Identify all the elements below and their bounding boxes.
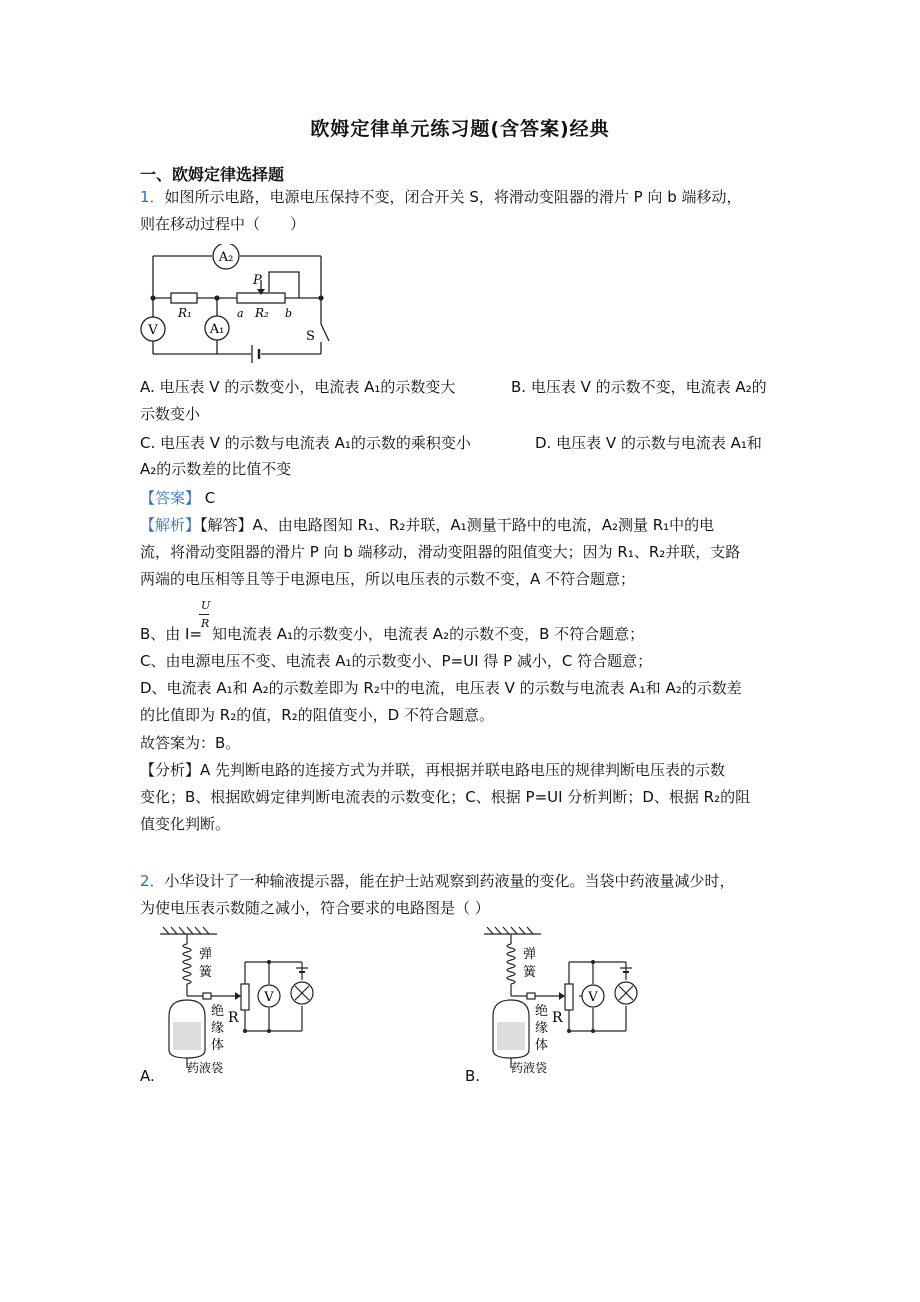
svg-text:弹: 弹 — [523, 947, 537, 962]
q1-option-c: C. 电压表 V 的示数与电流表 A₁的示数的乘积变小 — [140, 434, 471, 452]
q1-conclusion: 故答案为：B。 — [140, 734, 241, 752]
answer-value: C — [204, 489, 216, 507]
svg-text:缘: 缘 — [535, 1021, 549, 1036]
label-s: S — [306, 329, 315, 344]
q1-fenxi-line3: 值变化判断。 — [140, 815, 231, 833]
r-label-b: R — [552, 1010, 563, 1026]
q1-analysis-b-post: 知电流表 A₁的示数变小，电流表 A₂的示数不变，B 不符合题意； — [212, 625, 645, 643]
svg-text:簧: 簧 — [199, 965, 213, 980]
q2-figure-a — [155, 926, 325, 1078]
svg-text:药液袋: 药液袋 — [187, 1061, 224, 1075]
voltmeter-label-b: V — [588, 990, 598, 1005]
svg-text:体: 体 — [211, 1038, 225, 1053]
svg-text:A₂: A₂ — [218, 250, 234, 265]
voltmeter-v — [141, 317, 165, 341]
q1-option-d-line1: D. 电压表 V 的示数与电流表 A₁和 — [535, 434, 762, 452]
voltmeter-label-a: V — [264, 990, 274, 1005]
svg-text:药液袋: 药液袋 — [511, 1061, 548, 1075]
q2-figure-b — [479, 926, 649, 1078]
svg-text:绝: 绝 — [535, 1004, 549, 1019]
svg-text:V: V — [148, 323, 158, 338]
svg-text:绝: 绝 — [211, 1004, 225, 1019]
q1-circuit-diagram — [135, 244, 335, 369]
q2-stem-line2: 为使电压表示数随之减小，符合要求的电路图是（ ） — [140, 899, 490, 917]
q1-answer — [140, 488, 215, 508]
svg-text:缘: 缘 — [211, 1021, 225, 1036]
q2-option-b: B. — [465, 1067, 481, 1085]
ammeter-a1 — [205, 316, 229, 340]
section-heading: 一、欧姆定律选择题 — [140, 165, 285, 184]
ammeter-a2 — [213, 244, 239, 269]
q1-option-b-line2: 示数变小 — [140, 405, 201, 423]
q1-analysis-d-line1: D、电流表 A₁和 A₂的示数差即为 R₂中的电流，电压表 V 的示数与电流表 A₁和 A₂的示数差 — [140, 679, 742, 697]
label-r2: R₂ — [255, 306, 269, 320]
q1-analysis-d-line2: 的比值即为 R₂的值，R₂的阻值变小，D 不符合题意。 — [140, 706, 494, 724]
slider-arrow — [257, 289, 265, 295]
q1-number: 1． — [140, 188, 165, 206]
answer-tag: 【答案】 — [140, 489, 201, 507]
q1-analysis-line2: 流，将滑动变阻器的滑片 P 向 b 端移动，滑动变阻器的阻值变大；因为 R₁、R₂并联，支路 — [140, 543, 741, 561]
label-a: a — [237, 307, 244, 320]
slider-arrow-a — [235, 992, 241, 1000]
analysis-tag: 【解析】 — [140, 516, 201, 534]
page-title: 欧姆定律单元练习题(含答案)经典 — [310, 118, 610, 140]
q1-analysis-b-pre: B、由 I= — [140, 625, 203, 643]
q1-analysis-c: C、由电源电压不变、电流表 A₁的示数变小、P=UI 得 P 减小，C 符合题意； — [140, 652, 653, 670]
q1-option-d-line2: A₂的示数差的比值不变 — [140, 460, 292, 478]
q2-option-a: A. — [140, 1067, 155, 1085]
svg-text:A₁: A₁ — [209, 322, 225, 337]
q1-analysis-line1: 【解析】【解答】A、由电路图知 R₁、R₂并联，A₁测量干路中的电流，A₂测量 R₁中的电 — [140, 516, 715, 534]
fraction-bar — [199, 614, 209, 615]
q1-fenxi-line1: 【分析】A 先判断电路的连接方式为并联，再根据并联电路电压的规律判断电压表的示数 — [140, 761, 726, 779]
svg-text:簧: 簧 — [523, 965, 537, 980]
q1-fenxi-line2: 变化；B、根据欧姆定律判断电流表的示数变化；C、根据 P=UI 分析判断；D、根据 R₂的阻 — [140, 788, 751, 806]
fraction-numerator: U — [201, 599, 211, 612]
slider-arrow-b — [559, 992, 565, 1000]
r-label-a: R — [228, 1010, 239, 1026]
svg-text:弹: 弹 — [199, 947, 213, 962]
q2-stem-line1: 2．小华设计了一种输液提示器，能在护士站观察到药液量的变化。当袋中药液量减少时， — [140, 872, 735, 890]
label-r1: R₁ — [178, 306, 192, 320]
q1-option-a: A. 电压表 V 的示数变小，电流表 A₁的示数变大 — [140, 378, 456, 396]
q1-analysis-line3: 两端的电压相等且等于电源电压，所以电压表的示数不变，A 不符合题意； — [140, 570, 636, 588]
q1-option-b-line1: B. 电压表 V 的示数不变，电流表 A₂的 — [511, 378, 767, 396]
q2-number: 2． — [140, 872, 165, 890]
label-p: P — [253, 273, 262, 288]
q1-stem-line2: 则在移动过程中（ ） — [140, 215, 306, 233]
label-b: b — [285, 307, 293, 320]
q1-stem-line1: 1．如图所示电路，电源电压保持不变，闭合开关 S，将滑动变阻器的滑片 P 向 b 端移动， — [140, 188, 742, 206]
svg-text:体: 体 — [535, 1038, 549, 1053]
fraction-denominator: R — [201, 617, 210, 630]
